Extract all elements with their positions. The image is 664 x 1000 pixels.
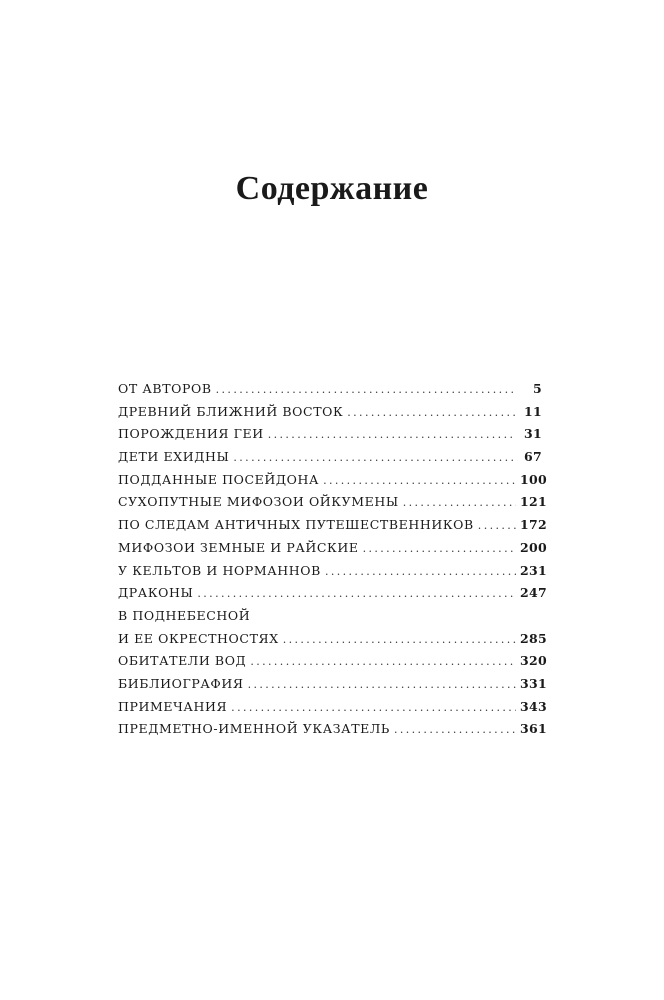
toc-entry[interactable]: [118, 514, 547, 537]
toc-entry[interactable]: [118, 401, 542, 424]
toc-entry-page: 331: [520, 675, 547, 691]
toc-entry[interactable]: [118, 628, 547, 651]
dot-leader: [394, 719, 516, 742]
dot-leader: [347, 402, 516, 425]
toc-entry[interactable]: [118, 696, 547, 719]
toc-entry-label: И ЕЕ ОКРЕСТНОСТЯХ: [118, 630, 279, 646]
toc-entry-page: 31: [524, 426, 542, 442]
table-of-contents: [118, 378, 547, 741]
dot-leader: [250, 651, 516, 674]
toc-entry[interactable]: [118, 446, 542, 469]
toc-entry-page: 100: [520, 471, 547, 487]
toc-entry-page: 231: [520, 562, 547, 578]
toc-entry[interactable]: [118, 582, 547, 605]
toc-entry-label: МИФОЗОИ ЗЕМНЫЕ И РАЙСКИЕ: [118, 539, 359, 555]
dot-leader: [478, 515, 516, 538]
toc-entry-label: ДРЕВНИЙ БЛИЖНИЙ ВОСТОК: [118, 403, 344, 419]
toc-entry-label: СУХОПУТНЫЕ МИФОЗОИ ОЙКУМЕНЫ: [118, 494, 399, 510]
toc-entry-label: ОТ АВТОРОВ: [118, 381, 212, 396]
toc-entry-page: 11: [524, 403, 542, 419]
toc-entry[interactable]: [118, 560, 547, 583]
toc-entry-page: 172: [520, 517, 547, 533]
dot-leader: [216, 379, 516, 402]
toc-entry-page: 320: [520, 653, 547, 669]
toc-entry-label: ДРАКОНЫ: [118, 585, 194, 601]
toc-entry[interactable]: [118, 718, 547, 741]
toc-entry-label: ПРЕДМЕТНО-ИМЕННОЙ УКАЗАТЕЛЬ: [118, 721, 390, 737]
dot-leader: [363, 538, 516, 561]
dot-leader: [231, 697, 516, 720]
toc-entry[interactable]: [118, 605, 542, 628]
toc-entry-page: 361: [520, 721, 547, 737]
toc-entry[interactable]: [118, 650, 547, 673]
dot-leader: [323, 470, 516, 493]
toc-entry-page: 343: [520, 698, 547, 714]
toc-entry-page: 200: [520, 539, 547, 555]
toc-entry-label: У КЕЛЬТОВ И НОРМАННОВ: [118, 562, 321, 578]
toc-entry[interactable]: [118, 673, 547, 696]
dot-leader: [233, 447, 516, 470]
toc-entry-label: БИБЛИОГРАФИЯ: [118, 675, 244, 691]
dot-leader: [283, 629, 516, 652]
toc-entry-label: ПО СЛЕДАМ АНТИЧНЫХ ПУТЕШЕСТВЕННИКОВ: [118, 517, 474, 533]
toc-entry-page: 5: [533, 381, 542, 396]
toc-entry-page: 247: [520, 585, 547, 601]
toc-entry[interactable]: [118, 537, 547, 560]
dot-leader: [403, 492, 516, 515]
toc-entry-label: ПОРОЖДЕНИЯ ГЕИ: [118, 426, 264, 442]
toc-entry-page: 121: [520, 494, 547, 510]
toc-entry-label: ОБИТАТЕЛИ ВОД: [118, 653, 247, 669]
toc-entry-label: ДЕТИ ЕХИДНЫ: [118, 449, 230, 465]
dot-leader: [268, 424, 516, 447]
dot-leader: [197, 583, 516, 606]
toc-entry-label: ПРИМЕЧАНИЯ: [118, 698, 228, 714]
toc-entry[interactable]: [118, 491, 547, 514]
toc-entry-label: В ПОДНЕБЕСНОЙ: [118, 607, 251, 623]
toc-entry[interactable]: [118, 469, 547, 492]
toc-entry-label: ПОДДАННЫЕ ПОСЕЙДОНА: [118, 471, 320, 487]
toc-entry-page: 285: [520, 630, 547, 646]
toc-entry-page: 67: [524, 449, 542, 465]
dot-leader: [248, 674, 516, 697]
dot-leader: [325, 561, 516, 584]
toc-entry[interactable]: [118, 378, 542, 401]
toc-entry[interactable]: [118, 423, 542, 446]
page-title: Содержание: [235, 170, 429, 207]
